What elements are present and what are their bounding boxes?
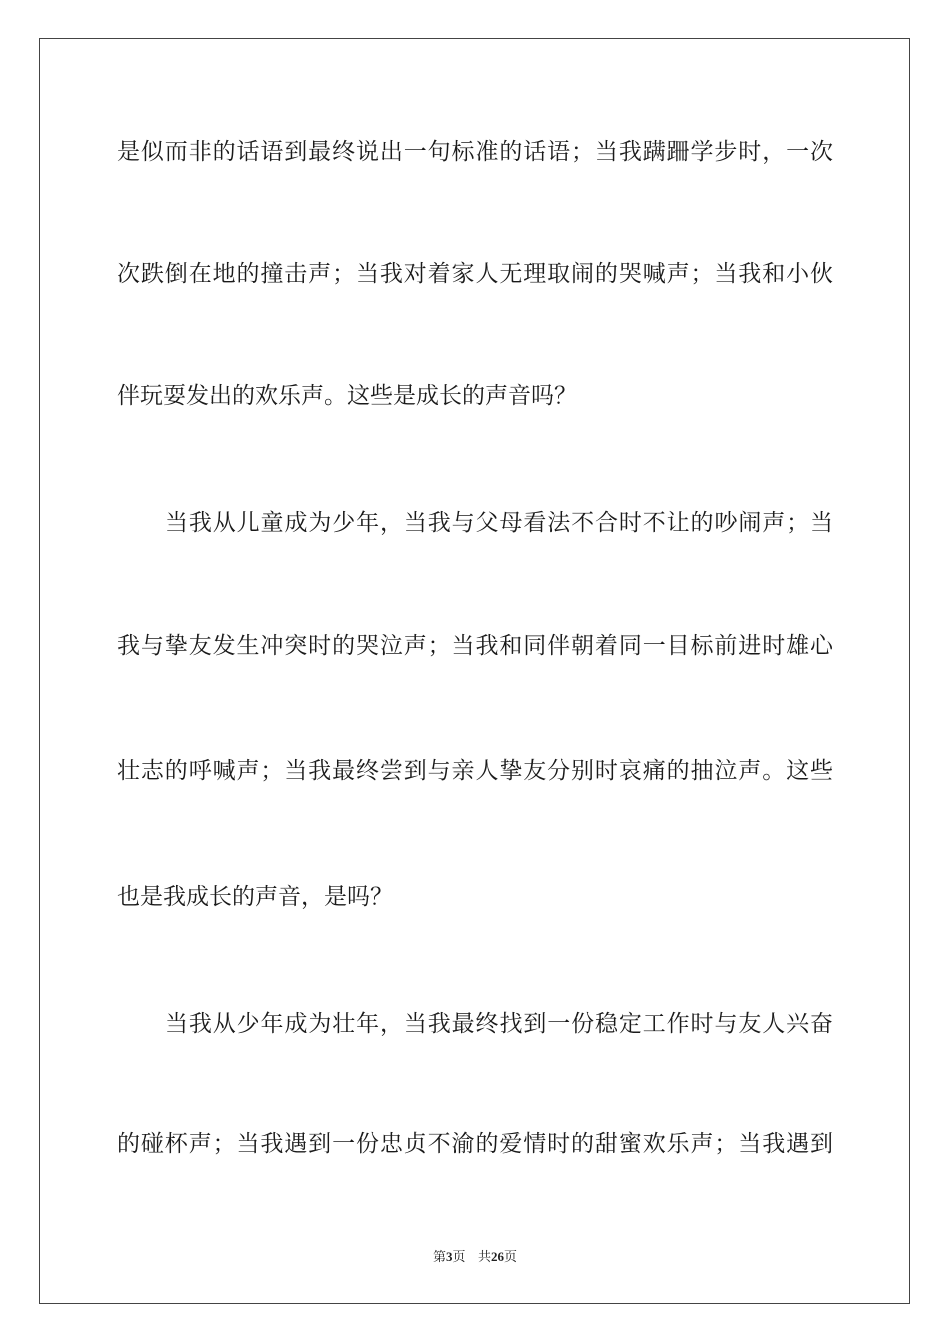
body-line-5: 我与挚友发生冲突时的哭泣声；当我和同伴朝着同一目标前进时雄心: [117, 633, 833, 659]
body-line-8: 当我从少年成为壮年，当我最终找到一份稳定工作时与友人兴奋: [165, 1011, 833, 1037]
body-line-1: 是似而非的话语到最终说出一句标准的话语；当我蹒跚学步时，一次: [117, 139, 833, 165]
body-line-2: 次跌倒在地的撞击声；当我对着家人无理取闹的哭喊声；当我和小伙: [117, 261, 833, 287]
total-prefix: 共: [477, 1250, 491, 1265]
body-line-4: 当我从儿童成为少年，当我与父母看法不合时不让的吵闹声；当: [165, 510, 833, 536]
body-line-9: 的碰杯声；当我遇到一份忠贞不渝的爱情时的甜蜜欢乐声；当我遇到: [117, 1131, 833, 1157]
body-line-6: 壮志的呼喊声；当我最终尝到与亲人挚友分别时哀痛的抽泣声。这些: [117, 758, 833, 784]
body-line-3: 伴玩耍发出的欢乐声。这些是成长的声音吗？: [117, 383, 577, 409]
total-suffix: 页: [503, 1250, 517, 1265]
body-line-7: 也是我成长的声音，是吗？: [117, 884, 393, 910]
page-prefix: 第: [433, 1250, 447, 1265]
page-suffix: 页: [452, 1250, 466, 1265]
total-pages: 26: [490, 1249, 504, 1264]
page-footer: [0, 1246, 950, 1265]
page-number: 3: [446, 1249, 453, 1264]
page-frame: [39, 38, 910, 1304]
